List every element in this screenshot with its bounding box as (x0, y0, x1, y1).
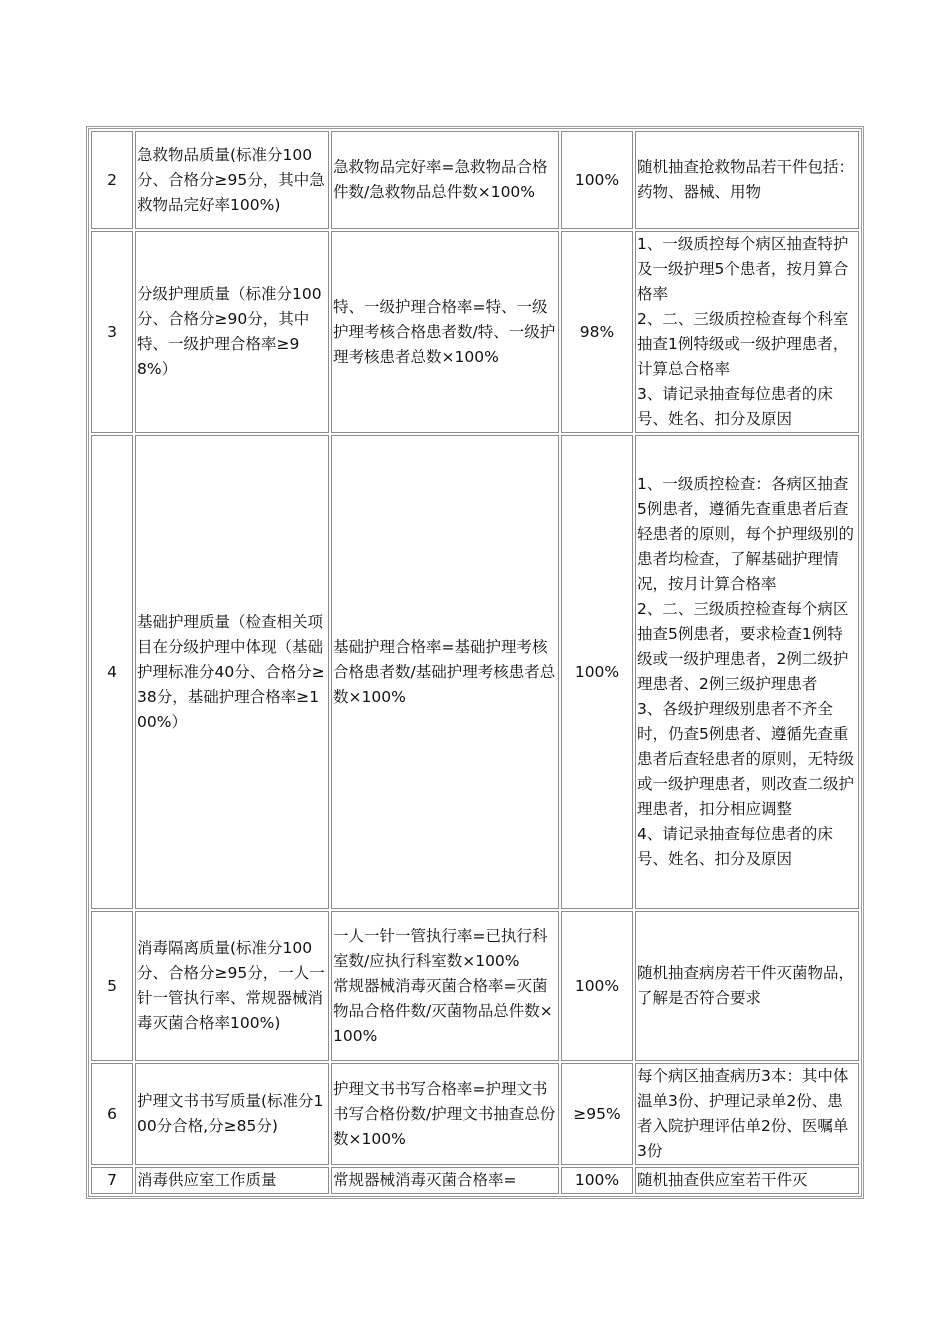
inspection-method: 随机抽查供应室若干件灭 (635, 1167, 859, 1194)
rate-formula: 一人一针一管执行率=已执行科室数/应执行科室数×100% 常规器械消毒灭菌合格率=灭菌物品合格件数/灭菌物品总件数×100% (331, 911, 559, 1061)
inspection-method: 1、一级质控检查：各病区抽查5例患者，遵循先查重患者后查轻患者的原则，每个护理级别的患者均检查，了解基础护理情况，按月计算合格率 2、二、三级质控检查每个病区抽查5例患者，要求检查1例特级或一级护理患者，2例二级护理患者、2例三级护理患者 3、各级护理级别患者不齐全时，仍查5例患者、遵循先查重患者后查轻患者的原则，无特级或一级护理患者，则改查二级护理患者，扣分相应调整 4、请记录抽查每位患者的床号、姓名、扣分及原因 (635, 435, 859, 909)
table-row (91, 435, 859, 909)
quality-item: 基础护理质量（检查相关项目在分级护理中体现（基础护理标准分40分、合格分≥38分，基础护理合格率≥100%） (135, 435, 329, 909)
table-row (91, 1167, 859, 1194)
row-number: 4 (91, 435, 133, 909)
quality-item: 消毒隔离质量(标准分100分、合格分≥95分，一人一针一管执行率、常规器械消毒灭菌合格率100%) (135, 911, 329, 1061)
quality-item: 分级护理质量（标准分100分、合格分≥90分，其中特、一级护理合格率≥98%） (135, 231, 329, 433)
table-row (91, 1063, 859, 1165)
rate-formula: 常规器械消毒灭菌合格率= (331, 1167, 559, 1194)
table-row (91, 231, 859, 433)
nursing-quality-table (89, 129, 861, 1196)
quality-item: 消毒供应室工作质量 (135, 1167, 329, 1194)
inspection-method: 每个病区抽查病历3本：其中体温单3份、护理记录单2份、患者入院护理评估单2份、医嘱单3份 (635, 1063, 859, 1165)
table-row (91, 911, 859, 1061)
row-number: 3 (91, 231, 133, 433)
target-rate: 98% (561, 231, 633, 433)
row-number: 6 (91, 1063, 133, 1165)
quality-item: 护理文书书写质量(标准分100分合格,分≥85分) (135, 1063, 329, 1165)
rate-formula: 急救物品完好率=急救物品合格件数/急救物品总件数×100% (331, 131, 559, 229)
inspection-method: 1、一级质控每个病区抽查特护及一级护理5个患者，按月算合格率 2、二、三级质控检查每个科室抽查1例特级或一级护理患者，计算总合格率 3、请记录抽查每位患者的床号、姓名、扣分及原因 (635, 231, 859, 433)
quality-table-frame (86, 126, 864, 1199)
rate-formula: 特、一级护理合格率=特、一级护理考核合格患者数/特、一级护理考核患者总数×100% (331, 231, 559, 433)
target-rate: 100% (561, 435, 633, 909)
row-number: 2 (91, 131, 133, 229)
quality-item: 急救物品质量(标准分100分、合格分≥95分，其中急救物品完好率100%) (135, 131, 329, 229)
row-number: 7 (91, 1167, 133, 1194)
target-rate: ≥95% (561, 1063, 633, 1165)
inspection-method: 随机抽查病房若干件灭菌物品，了解是否符合要求 (635, 911, 859, 1061)
row-number: 5 (91, 911, 133, 1061)
target-rate: 100% (561, 131, 633, 229)
target-rate: 100% (561, 911, 633, 1061)
inspection-method: 随机抽查抢救物品若干件包括：药物、器械、用物 (635, 131, 859, 229)
target-rate: 100% (561, 1167, 633, 1194)
rate-formula: 基础护理合格率=基础护理考核合格患者数/基础护理考核患者总数×100% (331, 435, 559, 909)
rate-formula: 护理文书书写合格率=护理文书书写合格份数/护理文书抽查总份数×100% (331, 1063, 559, 1165)
table-row (91, 131, 859, 229)
